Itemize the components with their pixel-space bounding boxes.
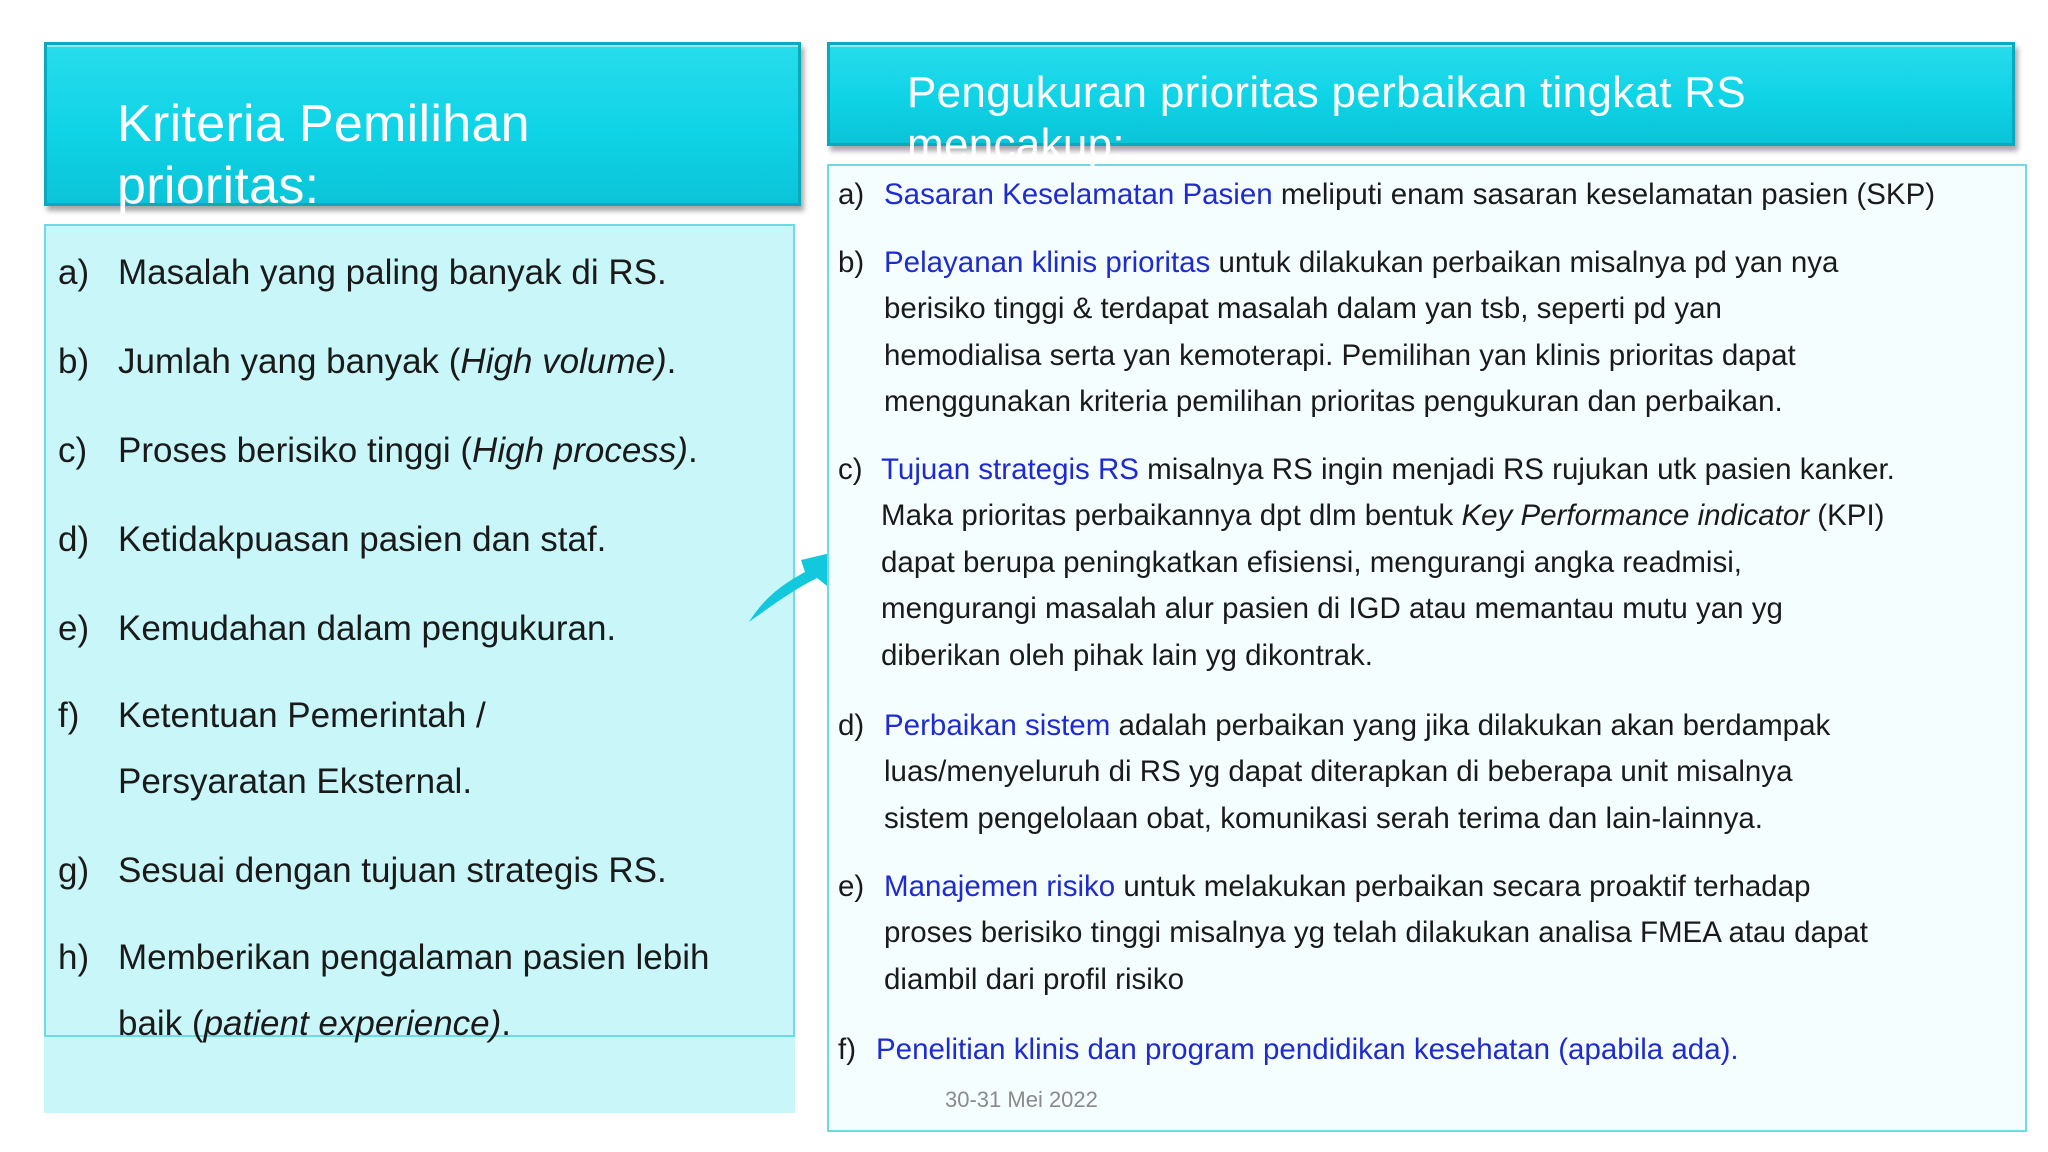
left-title-banner (44, 42, 801, 215)
right-title: Pengukuran prioritas perbaikan tingkat RS mencakup: (907, 68, 1746, 169)
footer-date: 30-31 Mei 2022 (945, 1087, 1098, 1112)
left-title: Kriteria Pemilihan prioritas: (117, 95, 530, 215)
right-title-banner (827, 42, 2015, 169)
